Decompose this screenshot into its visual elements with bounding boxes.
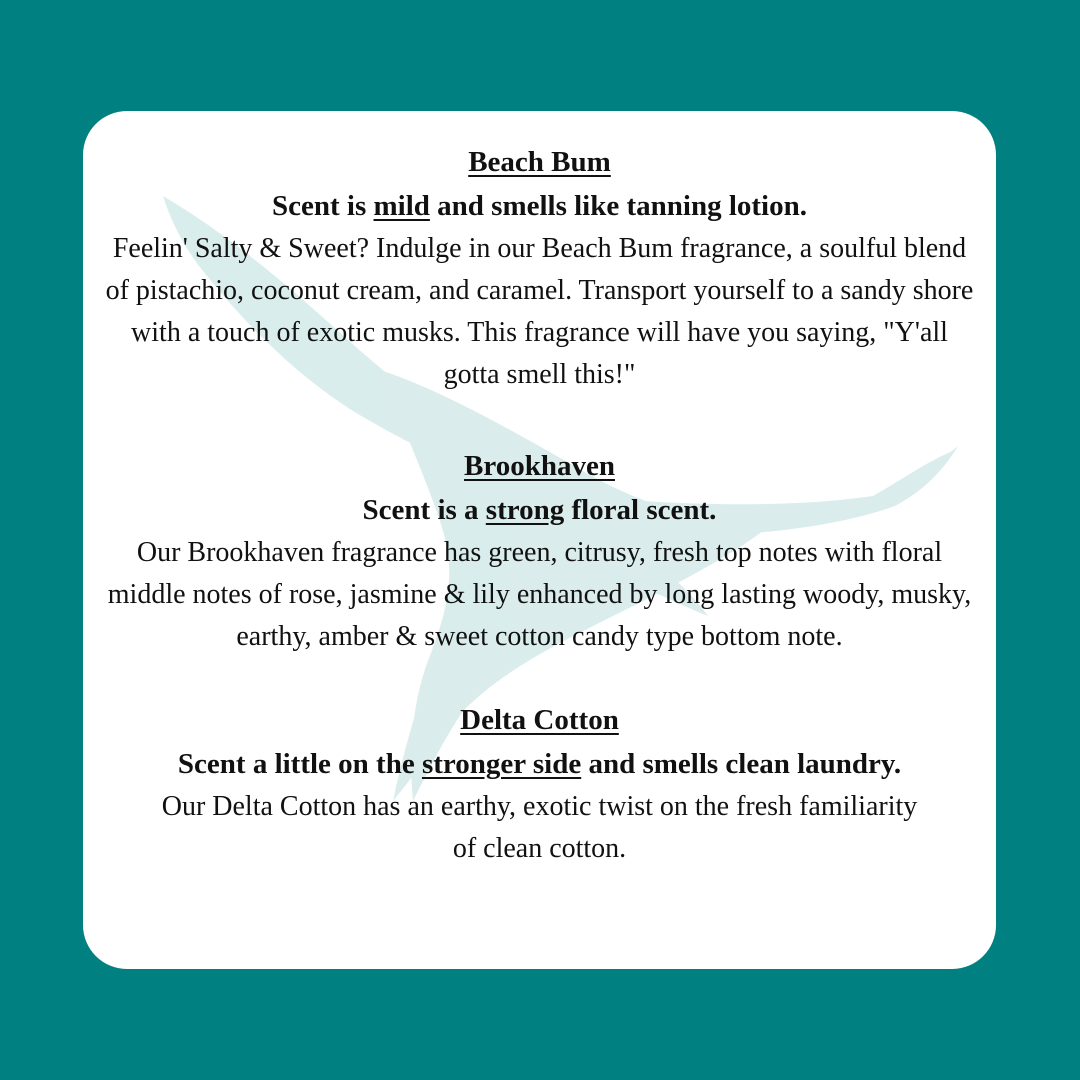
scent-strength: Scent is a strong floral scent.: [362, 494, 717, 526]
scent-section-brookhaven: [83, 444, 996, 658]
scent-description: Our Brookhaven fragrance has green, citrusy, fresh top notes with floral middle notes of rose, jasmine & lily enhanced by long lasting woody, musky, earthy, amber & sweet cotton candy type bottom note.: [107, 537, 972, 652]
scent-strength: Scent a little on the stronger side and smells clean laundry.: [177, 748, 902, 780]
scent-description: Our Delta Cotton has an earthy, exotic twist on the fresh familiarity of clean cotton.: [161, 791, 918, 864]
scent-section-beach-bum: [83, 140, 996, 396]
scent-title: Brookhaven: [464, 450, 615, 482]
scent-strength-emphasis: strong: [485, 494, 565, 526]
scent-strength-emphasis: mild: [373, 190, 430, 222]
scent-descriptions: [83, 140, 996, 870]
info-card: [83, 111, 996, 969]
scent-title: Beach Bum: [468, 146, 611, 178]
scent-strength: Scent is mild and smells like tanning lotion.: [272, 190, 807, 222]
scent-section-delta-cotton: [83, 698, 996, 870]
scent-description: Feelin' Salty & Sweet? Indulge in our Beach Bum fragrance, a soulful blend of pistachio, coconut cream, and caramel. Transport yourself to a sandy shore with a touch of exotic musks. This fragrance will have you saying, "Y'all gotta smell this!": [105, 233, 974, 390]
scent-title: Delta Cotton: [460, 704, 619, 736]
scent-strength-emphasis: stronger side: [421, 748, 582, 780]
